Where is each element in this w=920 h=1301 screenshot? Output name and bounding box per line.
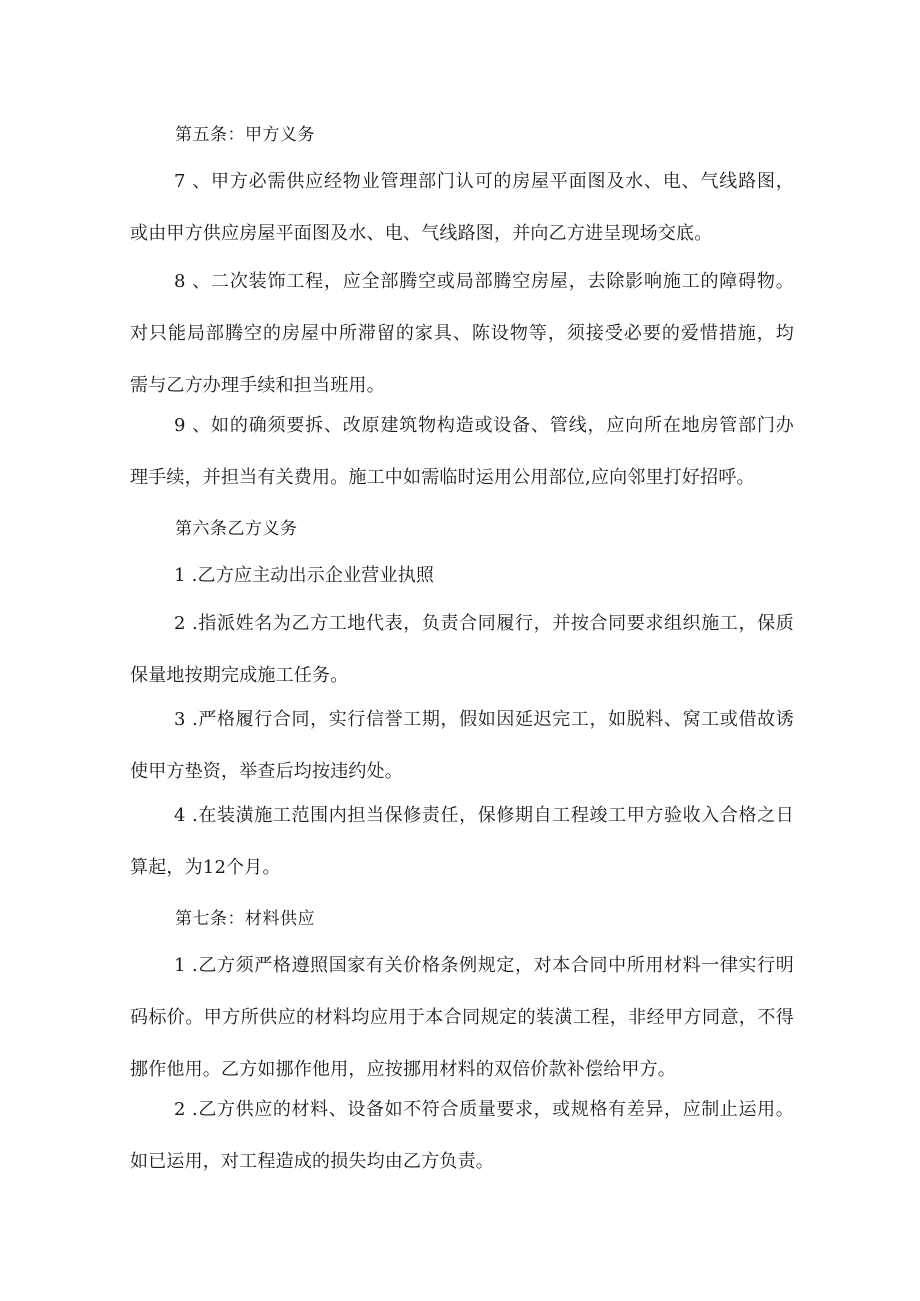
article-6-item-3 — [130, 694, 794, 798]
article-6-item-2 — [130, 598, 794, 702]
article-7-item-1 — [130, 940, 794, 1096]
paragraph-line: 挪作他用。乙方如挪作他用，应按挪用材料的双倍价款补偿给甲方。 — [130, 1059, 676, 1080]
paragraph-line: 1 .乙方应主动出示企业营业执照 — [174, 565, 435, 586]
paragraph-line: 3 .严格履行合同，实行信誉工期，假如因延迟完工，如脱料、窝工或借故诱 — [174, 709, 794, 730]
paragraph-line: 4 .在装潢施工范围内担当保修责任，保修期自工程竣工甲方验收入合格之日 — [174, 805, 794, 826]
paragraph-line: 2 .乙方供应的材料、设备如不符合质量要求，或规格有差异，应制止运用。 — [174, 1099, 794, 1120]
paragraph-line: 需与乙方办理手续和担当班用。 — [130, 375, 385, 396]
article-7-heading: 第七条：材料供应 — [175, 909, 315, 929]
paragraph-line: 保量地按期完成施工任务。 — [130, 665, 349, 686]
paragraph-line: 理手续，并担当有关费用。施工中如需临时运用公用部位,应向邻里打好招呼。 — [130, 467, 755, 488]
paragraph-line: 码标价。甲方所供应的材料均应用于本合同规定的装潢工程，非经甲方同意，不得 — [130, 1007, 794, 1028]
article-5-item-7 — [130, 156, 794, 260]
paragraph-line: 或由甲方供应房屋平面图及水、电、气线路图，并向乙方进呈现场交底。 — [130, 223, 713, 244]
paragraph-line: 使甲方垫资，举查后均按违约处。 — [130, 761, 403, 782]
article-6-item-1 — [130, 550, 794, 602]
paragraph-line: 8 、二次装饰工程，应全部腾空或局部腾空房屋，去除影响施工的障碍物。 — [174, 271, 794, 292]
paragraph-line: 如已运用，对工程造成的损失均由乙方负责。 — [130, 1151, 494, 1172]
paragraph-line: 2 .指派姓名为乙方工地代表，负责合同履行，并按合同要求组织施工，保质 — [174, 613, 794, 634]
paragraph-line: 算起，为12个月。 — [130, 857, 281, 878]
article-5-item-9 — [130, 400, 794, 504]
article-7-item-2 — [130, 1084, 794, 1188]
paragraph-line: 1 .乙方须严格遵照国家有关价格条例规定，对本合同中所用材料一律实行明 — [174, 955, 794, 976]
article-5-heading: 第五条：甲方义务 — [175, 125, 315, 145]
article-6-heading: 第六条乙方义务 — [175, 519, 298, 539]
paragraph-line: 7 、甲方必需供应经物业管理部门认可的房屋平面图及水、电、气线路图， — [174, 171, 794, 192]
article-5-item-8 — [130, 256, 794, 412]
paragraph-line: 对只能局部腾空的房屋中所滞留的家具、陈设物等，须接受必要的爱惜措施，均 — [130, 323, 794, 344]
article-6-item-4 — [130, 790, 794, 894]
paragraph-line: 9 、如的确须要拆、改原建筑物构造或设备、管线，应向所在地房管部门办 — [174, 415, 794, 436]
